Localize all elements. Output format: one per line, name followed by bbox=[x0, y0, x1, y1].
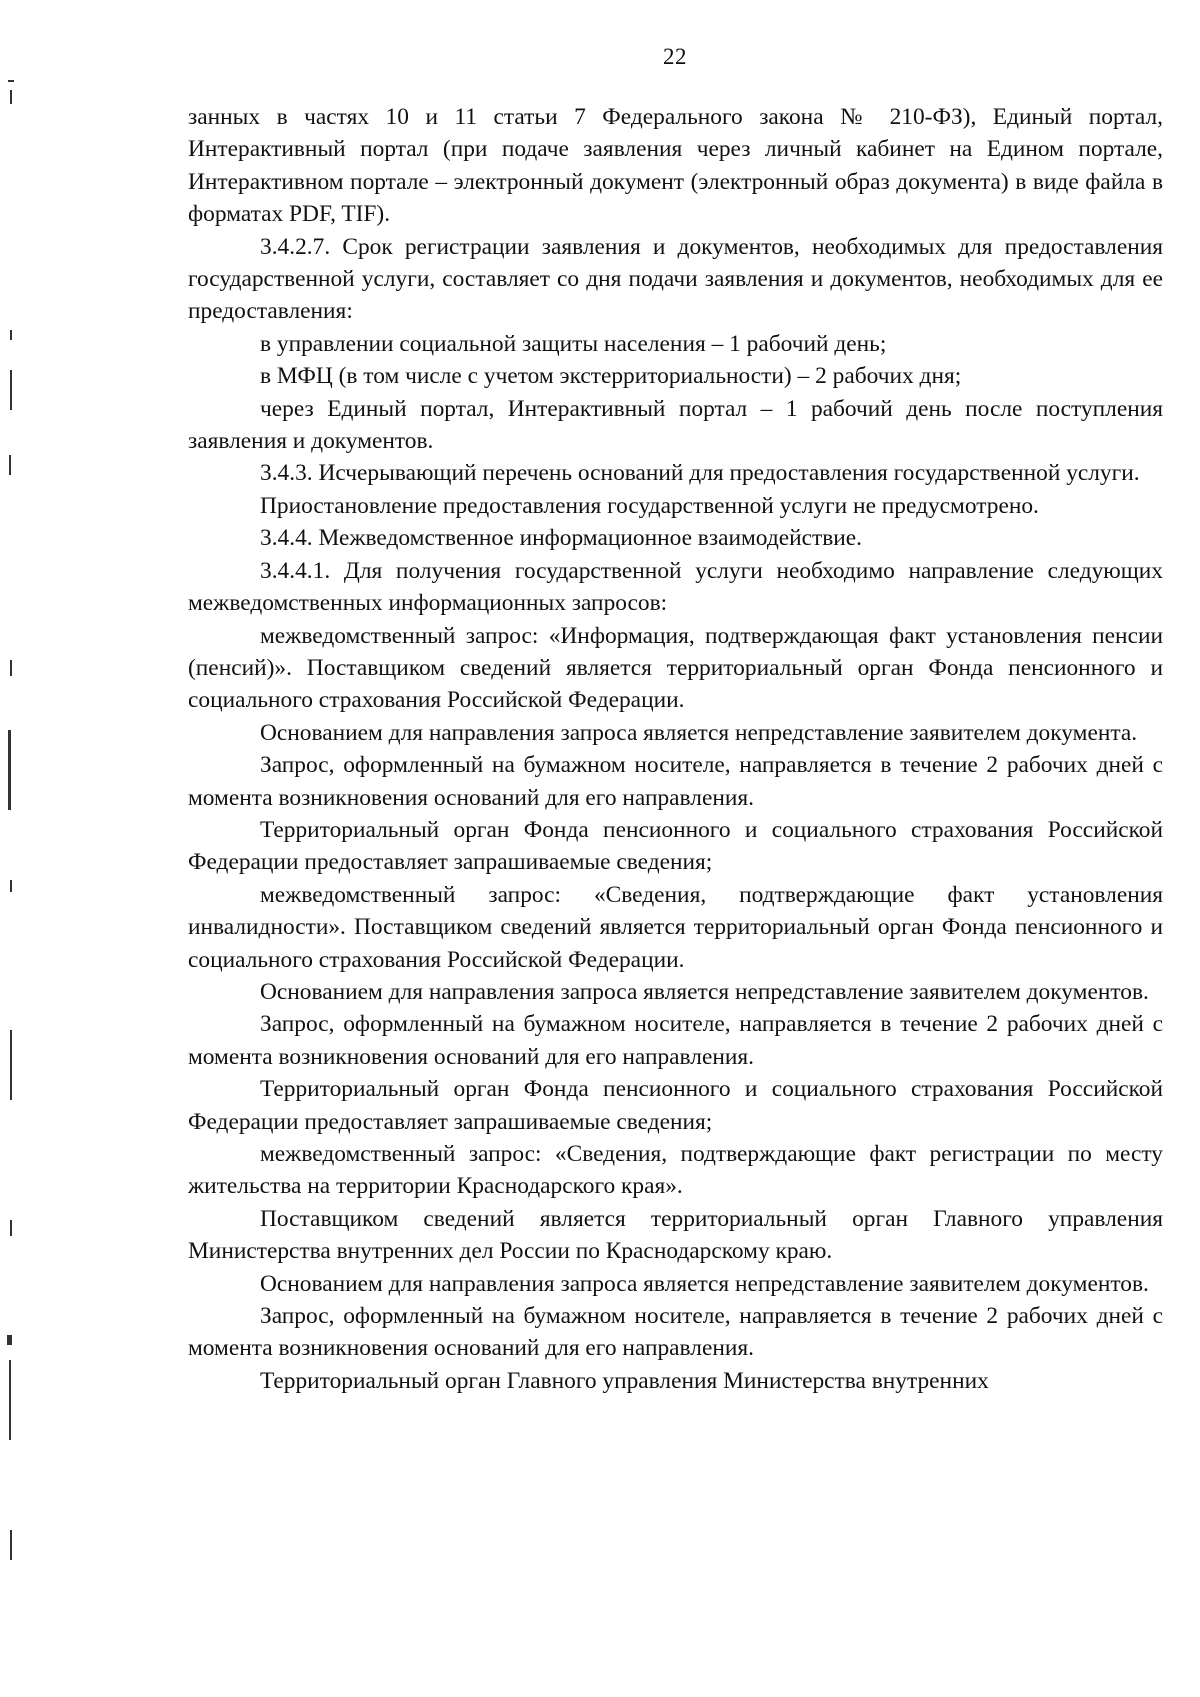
paragraph: через Единый портал, Интерактивный портал – 1 рабочий день после поступления заявления и документов. bbox=[188, 395, 1163, 455]
paragraph: 3.4.3. Исчерывающий перечень оснований для предоставления государственной услуги. bbox=[260, 460, 1140, 487]
paragraph: в МФЦ (в том числе с учетом экстерриториальности) – 2 рабочих дня; bbox=[260, 363, 962, 390]
paragraph: межведомственный запрос: «Сведения, подтверждающие факт установления инвалидности». Поставщиком сведений является территориальный орган Фонда пенсионного и социального страхования Российской Федерации. bbox=[188, 881, 1163, 973]
paragraph: Запрос, оформленный на бумажном носителе, направляется в течение 2 рабочих дней с момента возникновения оснований для его направления. bbox=[188, 1303, 1163, 1362]
paragraph: Территориальный орган Фонда пенсионного и социального страхования Российской Федерации предоставляет запрашиваемые сведения; bbox=[188, 1076, 1163, 1135]
paragraph: Запрос, оформленный на бумажном носителе, направляется в течение 2 рабочих дней с момента возникновения оснований для его направления. bbox=[188, 1011, 1163, 1070]
paragraph: Территориальный орган Фонда пенсионного и социального страхования Российской Федерации предоставляет запрашиваемые сведения; bbox=[188, 816, 1163, 876]
paragraph: 3.4.4. Межведомственное информационное взаимодействие. bbox=[260, 525, 863, 552]
paragraph: 3.4.4.1. Для получения государственной услуги необходимо направление следующих межведомственных информационных запросов: bbox=[188, 557, 1163, 617]
page-number: 22 bbox=[663, 44, 687, 69]
document-body bbox=[188, 101, 1163, 1397]
paragraph: 3.4.2.7. Срок регистрации заявления и документов, необходимых для предоставления государственной услуги, составляет со дня подачи заявления и документов, необходимых для ее предоставления: bbox=[188, 233, 1163, 325]
paragraph: занных в частях 10 и 11 статьи 7 Федерального закона № 210-ФЗ), Единый портал, Интерактивный портал (при подаче заявления через личный кабинет на Едином портале, Интерактивном портале – электронный документ (электронный образ документа) в виде файла в форматах PDF, TIF). bbox=[188, 104, 1163, 228]
paragraph: Основанием для направления запроса является непредставление заявителем документов. bbox=[260, 1270, 1149, 1297]
paragraph: межведомственный запрос: «Информация, подтверждающая факт установления пенсии (пенсий)». Поставщиком сведений является территориальный орган Фонда пенсионного и социального страхования Российской Федерации. bbox=[188, 622, 1163, 714]
paragraph: межведомственный запрос: «Сведения, подтверждающие факт регистрации по месту жительства на территории Краснодарского края». bbox=[188, 1141, 1163, 1200]
paragraph: Основанием для направления запроса является непредставление заявителем документов. bbox=[260, 978, 1149, 1005]
scan-margin-marks bbox=[0, 0, 22, 1697]
paragraph: Территориальный орган Главного управления Министерства внутренних bbox=[260, 1367, 989, 1394]
paragraph: Основанием для направления запроса является непредставление заявителем документа. bbox=[260, 719, 1138, 746]
paragraph: Приостановление предоставления государственной услуги не предусмотрено. bbox=[260, 492, 1039, 519]
paragraph: Поставщиком сведений является территориальный орган Главного управления Министерства внутренних дел России по Краснодарскому краю. bbox=[188, 1205, 1163, 1265]
paragraph: Запрос, оформленный на бумажном носителе, направляется в течение 2 рабочих дней с момента возникновения оснований для его направления. bbox=[188, 752, 1163, 811]
paragraph: в управлении социальной защиты населения – 1 рабочий день; bbox=[260, 330, 887, 357]
